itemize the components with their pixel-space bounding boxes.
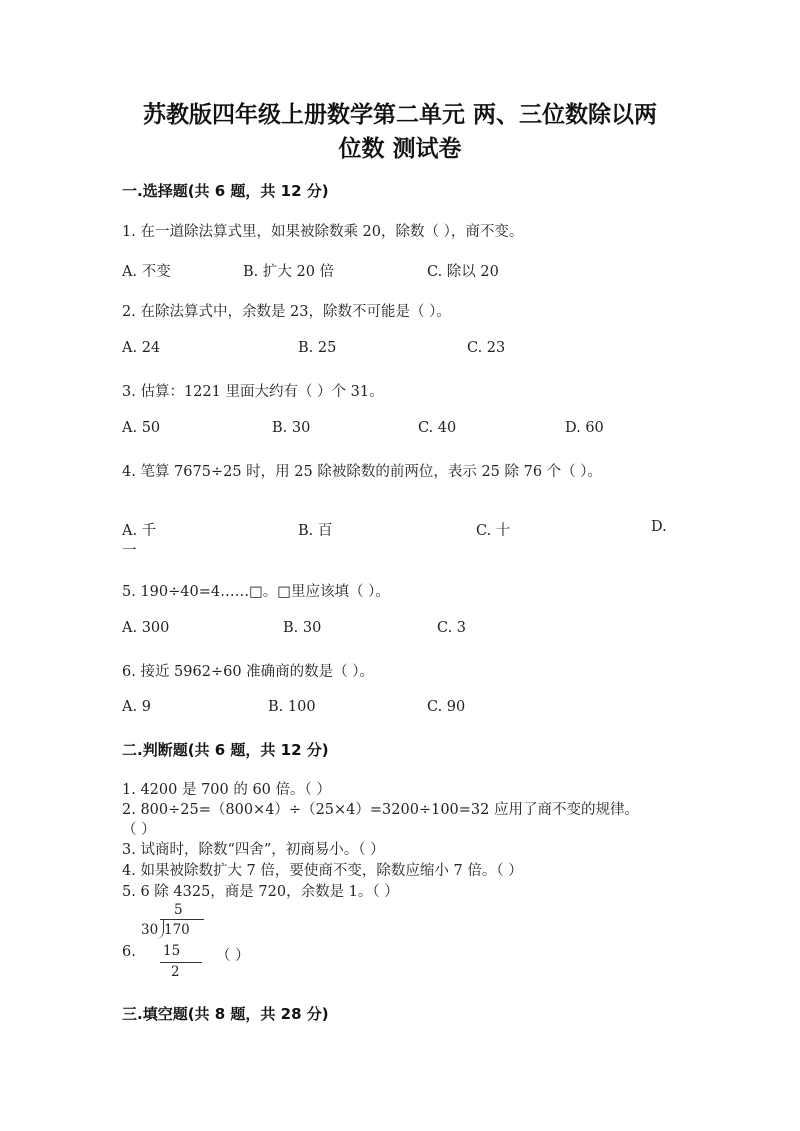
q2-option-a: A. 24 — [122, 340, 161, 356]
q6-option-c: C. 90 — [427, 699, 466, 715]
page-title-line-2: 位数 测试卷 — [338, 136, 462, 162]
q3-option-c: C. 40 — [418, 420, 457, 436]
question-1: 1. 在一道除法算式里，如果被除数乘 20，除数（ ），商不变。 — [122, 224, 524, 240]
judgment-1: 1. 4200 是 700 的 60 倍。（ ） — [122, 782, 331, 798]
judgment-6-number: 6. — [122, 944, 136, 960]
q5-option-b: B. 30 — [283, 620, 322, 636]
q1-option-a: A. 不变 — [122, 264, 171, 280]
q5-option-c: C. 3 — [437, 620, 467, 636]
question-5: 5. 190÷40=4……□。□里应该填（ ）。 — [122, 584, 390, 600]
q5-option-a: A. 300 — [122, 620, 170, 636]
question-6: 6. 接近 5962÷60 准确商的数是（ ）。 — [122, 664, 375, 680]
judgment-3: 3. 试商时，除数“四舍”，初商易小。（ ） — [122, 842, 385, 858]
q4-option-d-wrap: 一 — [122, 543, 137, 559]
q3-option-a: A. 50 — [122, 420, 161, 436]
q3-option-d: D. 60 — [565, 420, 604, 436]
q4-option-d: D. — [651, 519, 667, 535]
ld-dividend: 170 — [164, 922, 190, 938]
q6-option-b: B. 100 — [268, 699, 316, 715]
ld-bracket — [156, 919, 164, 939]
q2-option-b: B. 25 — [298, 340, 337, 356]
judgment-6-blank: （ ） — [216, 948, 250, 964]
judgment-2: 2. 800÷25=（800×4）÷（25×4）=3200÷100=32 应用了商不变的规律。 — [122, 802, 639, 818]
ld-top-bar — [160, 919, 204, 920]
judgment-5: 5. 6 除 4325，商是 720，余数是 1。（ ） — [122, 884, 399, 900]
ld-quotient: 5 — [174, 902, 183, 918]
q4-option-a: A. 千 — [122, 523, 157, 539]
section-heading-choice: 一.选择题(共 6 题，共 12 分) — [122, 182, 329, 200]
judgment-4: 4. 如果被除数扩大 7 倍，要使商不变，除数应缩小 7 倍。（ ） — [122, 863, 523, 879]
page-title-line-1: 苏教版四年级上册数学第二单元 两、三位数除以两 — [142, 102, 657, 128]
section-heading-fill-blank: 三.填空题(共 8 题，共 28 分) — [122, 1005, 329, 1023]
ld-subtract-bar — [160, 962, 202, 963]
q3-option-b: B. 30 — [272, 420, 311, 436]
section-heading-judgment: 二.判断题(共 6 题，共 12 分) — [122, 741, 329, 759]
q2-option-c: C. 23 — [467, 340, 506, 356]
ld-remainder: 2 — [171, 964, 180, 980]
q4-option-b: B. 百 — [298, 523, 333, 539]
q4-option-c: C. 十 — [476, 523, 511, 539]
q1-option-b: B. 扩大 20 倍 — [243, 264, 335, 280]
q6-option-a: A. 9 — [122, 699, 151, 715]
question-3: 3. 估算：1221 里面大约有（ ）个 31。 — [122, 384, 384, 400]
ld-product: 15 — [163, 943, 181, 959]
question-2: 2. 在除法算式中，余数是 23，除数不可能是（ ）。 — [122, 304, 451, 320]
question-4: 4. 笔算 7675÷25 时，用 25 除被除数的前两位，表示 25 除 76 个（ ）。 — [122, 464, 603, 480]
ld-divisor: 30 — [141, 922, 159, 938]
q1-option-c: C. 除以 20 — [427, 264, 499, 280]
judgment-2-blank: （ ） — [122, 822, 156, 838]
